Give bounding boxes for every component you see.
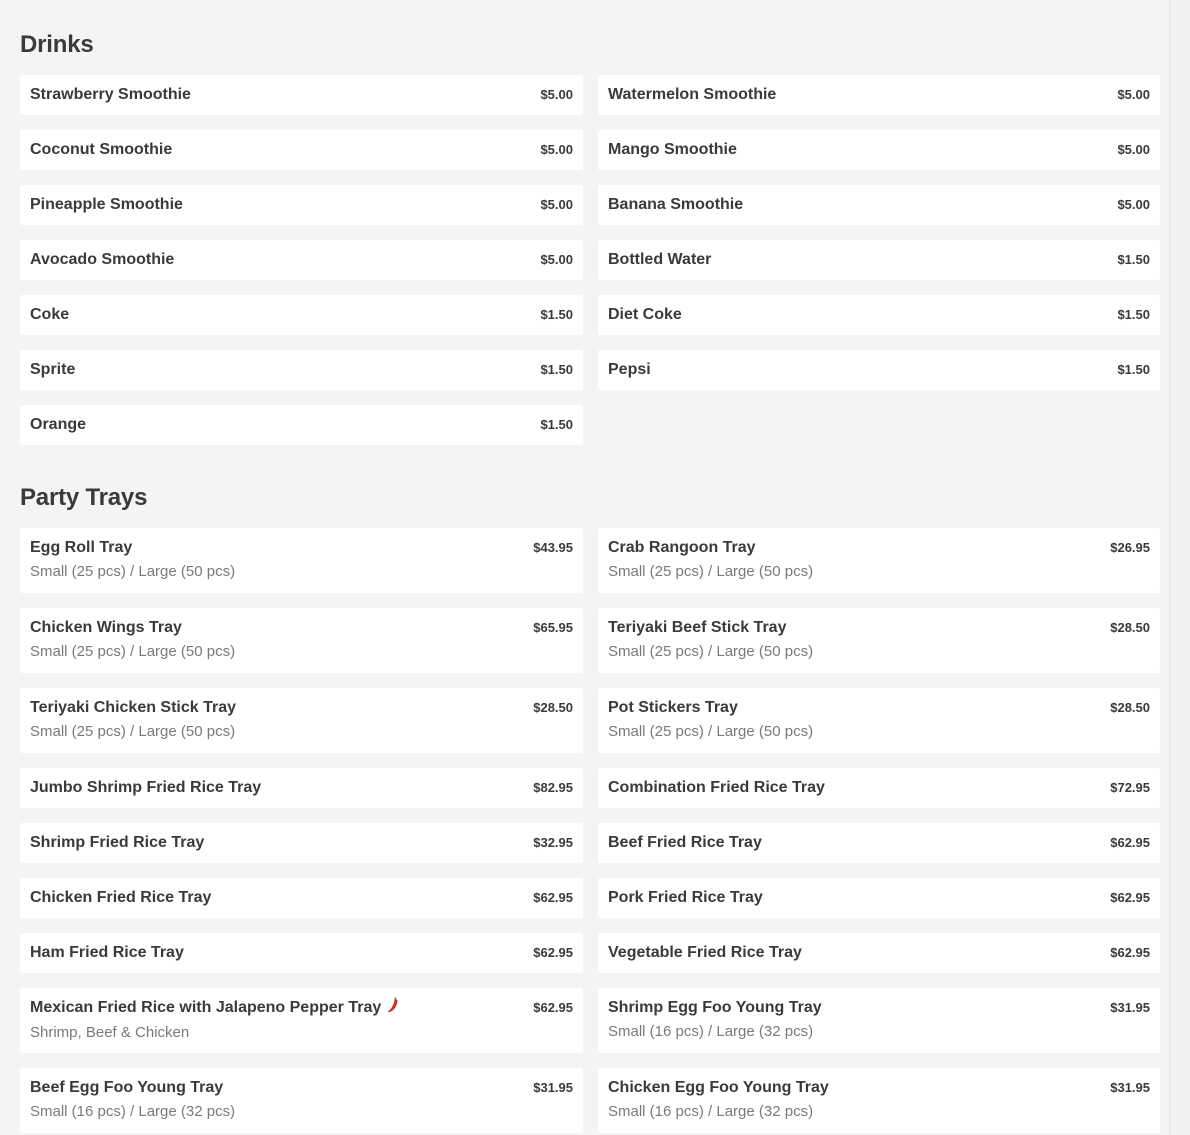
item-price: $62.95 xyxy=(1110,890,1150,905)
section-title-party-trays: Party Trays xyxy=(20,484,148,511)
item-name: Teriyaki Chicken Stick Tray xyxy=(30,699,237,716)
menu-item[interactable] xyxy=(20,608,583,673)
item-name: Chicken Wings Tray xyxy=(30,619,182,636)
menu-item[interactable] xyxy=(20,528,583,593)
item-name: Chicken Egg Foo Young Tray xyxy=(608,1079,829,1096)
item-name: Orange xyxy=(30,416,87,433)
item-name: Shrimp Egg Foo Young Tray xyxy=(608,999,822,1016)
item-price: $31.95 xyxy=(1110,1000,1150,1015)
item-price: $5.00 xyxy=(1117,87,1150,102)
vertical-scrollbar[interactable] xyxy=(1169,0,1190,1135)
item-price: $26.95 xyxy=(1110,540,1150,555)
item-description: Small (25 pcs) / Large (50 pcs) xyxy=(608,723,814,740)
menu-item[interactable] xyxy=(20,130,583,170)
drinks-section xyxy=(20,30,1160,445)
item-name: Coconut Smoothie xyxy=(30,141,173,158)
menu-item[interactable] xyxy=(20,295,583,335)
item-price: $62.95 xyxy=(533,1000,573,1015)
item-name: Diet Coke xyxy=(608,306,682,323)
section-title-drinks: Drinks xyxy=(20,31,94,58)
menu-item[interactable] xyxy=(20,1068,583,1133)
item-name: Egg Roll Tray xyxy=(30,539,133,556)
menu-item[interactable] xyxy=(20,350,583,390)
menu-item[interactable] xyxy=(598,185,1160,225)
menu-item[interactable] xyxy=(598,240,1160,280)
menu-item[interactable] xyxy=(20,988,583,1053)
item-price: $43.95 xyxy=(533,540,573,555)
item-name: Bottled Water xyxy=(608,251,712,268)
item-price: $31.95 xyxy=(533,1080,573,1095)
item-description: Small (16 pcs) / Large (32 pcs) xyxy=(608,1023,814,1040)
item-name: Avocado Smoothie xyxy=(30,251,175,268)
menu-item[interactable] xyxy=(598,768,1160,808)
menu-item[interactable] xyxy=(598,295,1160,335)
party-trays-section xyxy=(20,483,1160,1133)
menu-item[interactable] xyxy=(20,878,583,918)
item-name: Pineapple Smoothie xyxy=(30,196,183,213)
item-price: $82.95 xyxy=(533,780,573,795)
item-description: Small (25 pcs) / Large (50 pcs) xyxy=(608,563,814,580)
item-name: Pot Stickers Tray xyxy=(608,699,738,716)
menu-item[interactable] xyxy=(598,608,1160,673)
item-name: Sprite xyxy=(30,361,76,378)
item-price: $62.95 xyxy=(533,945,573,960)
menu-item[interactable] xyxy=(598,933,1160,973)
item-name: Vegetable Fried Rice Tray xyxy=(608,944,802,961)
item-price: $1.50 xyxy=(1117,307,1150,322)
item-price: $5.00 xyxy=(1117,197,1150,212)
menu-item[interactable] xyxy=(20,75,583,115)
item-price: $1.50 xyxy=(540,362,573,377)
item-price: $62.95 xyxy=(1110,945,1150,960)
item-name: Crab Rangoon Tray xyxy=(608,539,756,556)
item-description: Shrimp, Beef & Chicken xyxy=(30,1024,190,1041)
menu-item[interactable] xyxy=(598,823,1160,863)
drinks-grid xyxy=(20,75,1160,445)
menu-item[interactable] xyxy=(598,1068,1160,1133)
item-price: $1.50 xyxy=(1117,252,1150,267)
item-name: Pork Fried Rice Tray xyxy=(608,889,763,906)
item-price: $65.95 xyxy=(533,620,573,635)
item-description: Small (25 pcs) / Large (50 pcs) xyxy=(30,643,236,660)
menu-item[interactable] xyxy=(598,528,1160,593)
item-price: $28.50 xyxy=(533,700,573,715)
menu-item[interactable] xyxy=(598,878,1160,918)
item-price: $5.00 xyxy=(540,197,573,212)
chili-pepper-icon xyxy=(387,997,399,1020)
item-name: Banana Smoothie xyxy=(608,196,744,213)
item-description: Small (16 pcs) / Large (32 pcs) xyxy=(608,1103,814,1120)
item-name: Pepsi xyxy=(608,361,651,378)
item-price: $31.95 xyxy=(1110,1080,1150,1095)
item-description: Small (16 pcs) / Large (32 pcs) xyxy=(30,1103,236,1120)
scrollbar-thumb[interactable] xyxy=(1174,0,1186,1135)
item-name: Mexican Fried Rice with Jalapeno Pepper Tray xyxy=(30,999,382,1016)
item-description: Small (25 pcs) / Large (50 pcs) xyxy=(30,563,236,580)
menu-item[interactable] xyxy=(598,75,1160,115)
item-price: $5.00 xyxy=(540,252,573,267)
item-price: $5.00 xyxy=(540,142,573,157)
item-name: Mango Smoothie xyxy=(608,141,737,158)
menu-item[interactable] xyxy=(20,933,583,973)
item-name: Beef Fried Rice Tray xyxy=(608,834,762,851)
party-trays-grid xyxy=(20,528,1160,1133)
item-name: Teriyaki Beef Stick Tray xyxy=(608,619,787,636)
item-price: $1.50 xyxy=(1117,362,1150,377)
item-price: $32.95 xyxy=(533,835,573,850)
menu-item[interactable] xyxy=(20,405,583,445)
item-name: Chicken Fried Rice Tray xyxy=(30,889,212,906)
item-description: Small (25 pcs) / Large (50 pcs) xyxy=(30,723,236,740)
item-price: $28.50 xyxy=(1110,700,1150,715)
menu-item[interactable] xyxy=(20,768,583,808)
menu-item[interactable] xyxy=(598,988,1160,1053)
item-price: $62.95 xyxy=(1110,835,1150,850)
item-price: $5.00 xyxy=(540,87,573,102)
item-name: Coke xyxy=(30,306,70,323)
menu-item[interactable] xyxy=(598,130,1160,170)
item-name: Beef Egg Foo Young Tray xyxy=(30,1079,224,1096)
item-name: Jumbo Shrimp Fried Rice Tray xyxy=(30,779,262,796)
item-description: Small (25 pcs) / Large (50 pcs) xyxy=(608,643,814,660)
item-price: $72.95 xyxy=(1110,780,1150,795)
menu-item[interactable] xyxy=(20,688,583,753)
item-name: Ham Fried Rice Tray xyxy=(30,944,184,961)
item-name-wrapper xyxy=(30,997,399,1020)
item-price: $1.50 xyxy=(540,417,573,432)
item-price: $28.50 xyxy=(1110,620,1150,635)
menu-item[interactable] xyxy=(598,688,1160,753)
item-price: $62.95 xyxy=(533,890,573,905)
menu-item[interactable] xyxy=(20,823,583,863)
menu-item[interactable] xyxy=(598,350,1160,390)
item-name: Strawberry Smoothie xyxy=(30,86,191,103)
menu-item[interactable] xyxy=(20,185,583,225)
item-price: $5.00 xyxy=(1117,142,1150,157)
menu-item[interactable] xyxy=(20,240,583,280)
item-name: Watermelon Smoothie xyxy=(608,86,777,103)
item-name: Combination Fried Rice Tray xyxy=(608,779,825,796)
item-price: $1.50 xyxy=(540,307,573,322)
item-name: Shrimp Fried Rice Tray xyxy=(30,834,205,851)
